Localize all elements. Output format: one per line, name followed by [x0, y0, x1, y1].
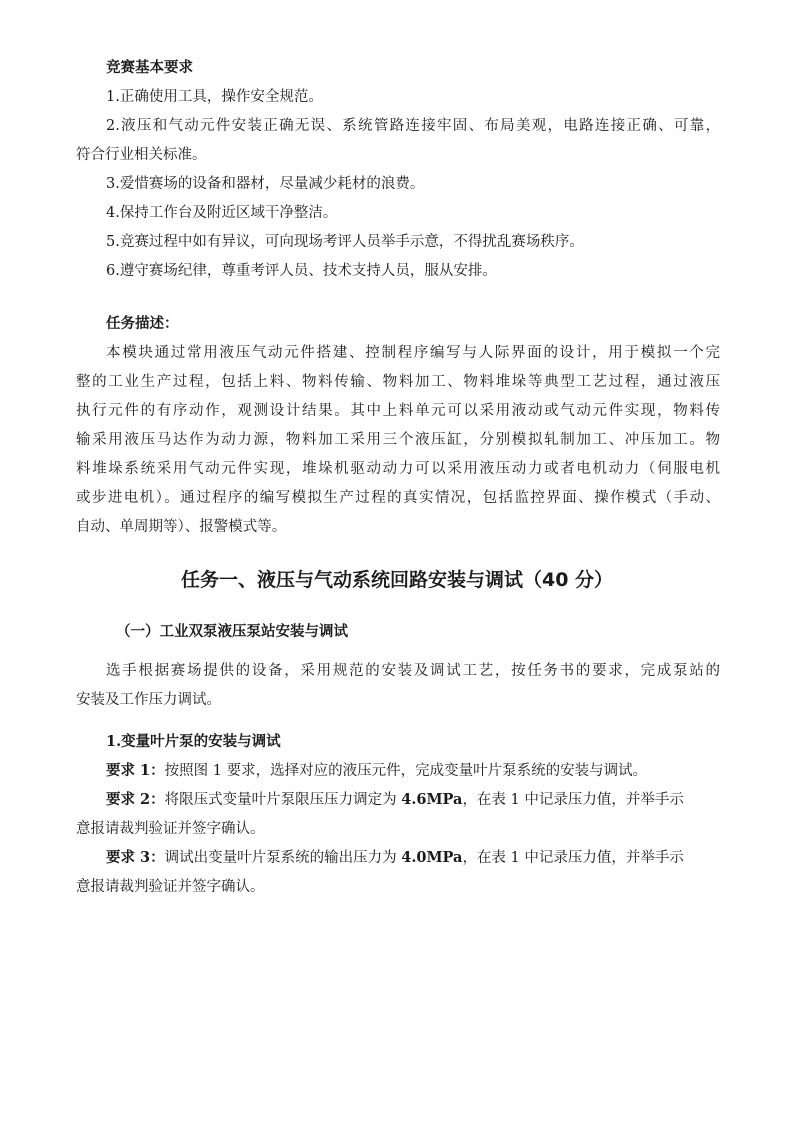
- requirement-item: 1.正确使用工具，操作安全规范。: [106, 89, 323, 105]
- requirement-item: 2.液压和气动元件安装正确无误、系统管路连接牢固、布局美观，电路连接正确、可靠，: [106, 118, 720, 134]
- task-description-line: 本模块通过常用液压气动元件搭建、控制程序编写与人际界面的设计，用于模拟一个完: [106, 345, 720, 361]
- requirement-item: 4.保持工作台及附近区域干净整洁。: [106, 205, 338, 221]
- task-description-line: 料堆垛系统采用气动元件实现，堆垛机驱动动力可以采用液压动力或者电机动力（伺服电机: [76, 461, 720, 477]
- task-description-line: 执行元件的有序动作，观测设计结果。其中上料单元可以采用液动或气动元件实现，物料传: [76, 403, 720, 419]
- requirement-item: 3.爱惜赛场的设备和器材，尽量减少耗材的浪费。: [106, 176, 425, 192]
- task-description-line: 或步进电机）。通过程序的编写模拟生产过程的真实情况，包括监控界面、操作模式（手动、: [76, 490, 720, 506]
- task-description-line: 自动、单周期等）、报警模式等。: [76, 519, 287, 535]
- requirement-item: 5.竞赛过程中如有异议，可向现场考评人员举手示意，不得扰乱赛场秩序。: [106, 234, 584, 250]
- requirement-1: [106, 761, 720, 781]
- requirement-2-label: 要求 2：: [106, 791, 165, 808]
- requirement-2-text: 将限压式变量叶片泵限压压力调定为: [164, 792, 402, 808]
- subsection1-title: 1.变量叶片泵的安装与调试: [106, 733, 281, 750]
- task-description-heading: 任务描述：: [106, 315, 179, 332]
- section1-intro-line: 安装及工作压力调试。: [76, 692, 221, 708]
- task-description-line: 整的工业生产过程，包括上料、物料传输、物料加工、物料堆垛等典型工艺过程，通过液压: [76, 374, 720, 390]
- section1-title: （一）工业双泵液压泵站安装与调试: [116, 624, 348, 640]
- requirement-3-text-cont: ，在表 1 中记录压力值，并举手示: [462, 850, 684, 866]
- requirement-1-text: 按照图 1 要求，选择对应的液压元件，完成变量叶片泵系统的安装与调试。: [164, 763, 648, 779]
- requirement-2-line2: 意报请裁判验证并签字确认。: [76, 821, 265, 837]
- requirement-3-label: 要求 3：: [106, 849, 165, 866]
- requirement-1-label: 要求 1：: [106, 762, 165, 779]
- requirement-3-value: 4.0MPa: [401, 849, 463, 866]
- requirement-2-value: 4.6MPa: [401, 791, 463, 808]
- requirement-2: [106, 790, 720, 810]
- requirements-heading: 竞赛基本要求: [106, 59, 193, 76]
- requirement-2-text-cont: ，在表 1 中记录压力值，并举手示: [462, 792, 684, 808]
- requirement-item-continuation: 符合行业相关标准。: [76, 147, 207, 163]
- task1-title: 任务一、液压与气动系统回路安装与调试（40 分）: [180, 569, 614, 591]
- task-description-line: 输采用液压马达作为动力源，物料加工采用三个液压缸，分别模拟轧制加工、冲压加工。物: [76, 432, 720, 448]
- section1-intro-line: 选手根据赛场提供的设备，采用规范的安装及调试工艺，按任务书的要求，完成泵站的: [106, 663, 720, 679]
- requirement-3: [106, 848, 720, 868]
- requirement-item: 6.遵守赛场纪律，尊重考评人员、技术支持人员，服从安排。: [106, 263, 497, 279]
- requirement-3-line2: 意报请裁判验证并签字确认。: [76, 879, 265, 895]
- requirement-3-text: 调试出变量叶片泵系统的输出压力为: [164, 850, 402, 866]
